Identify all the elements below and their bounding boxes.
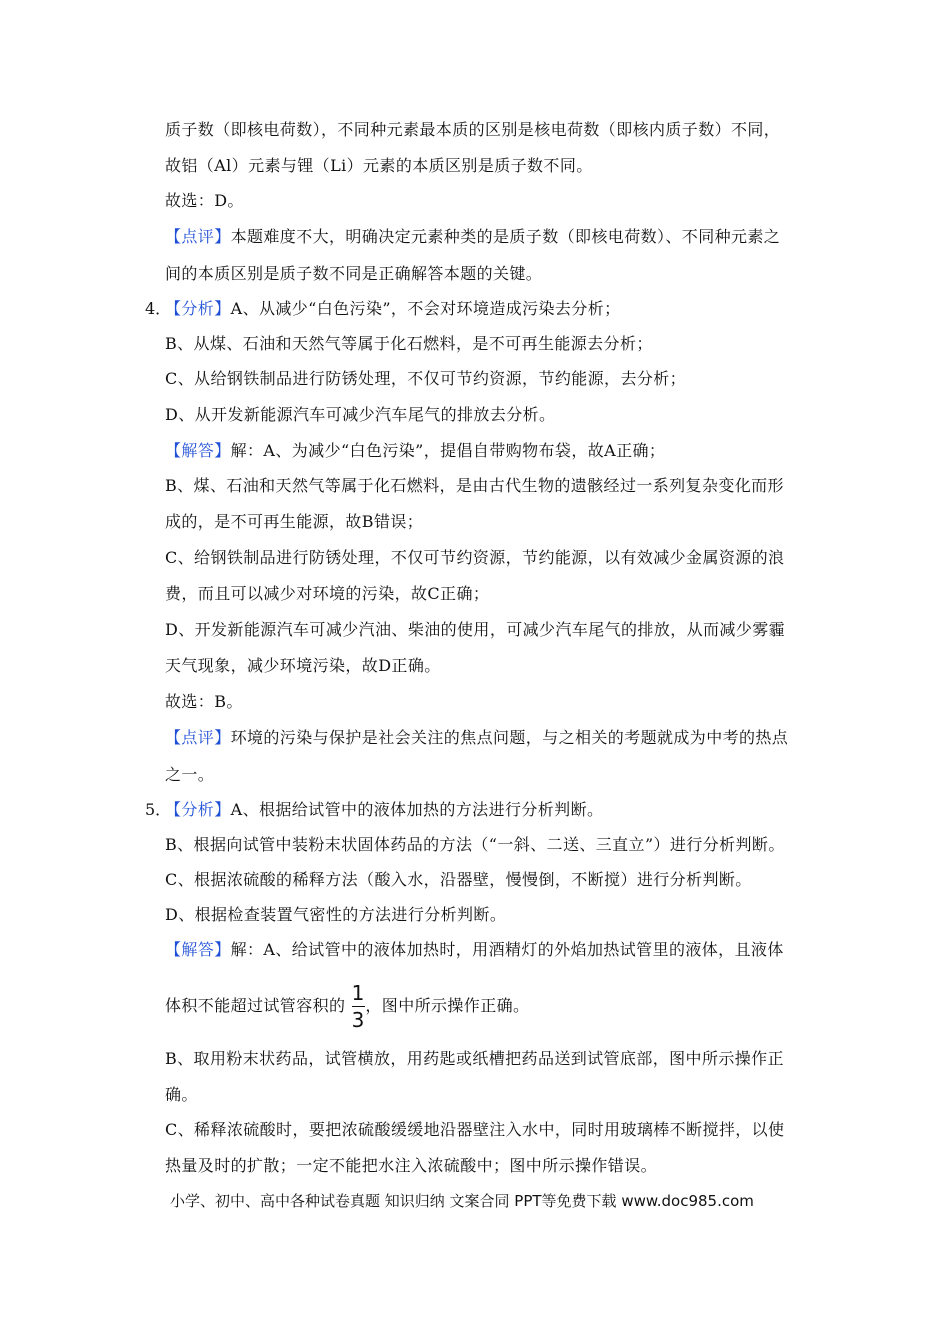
text-line: 费，而且可以减少对环境的污染，故C正确； [165,584,490,603]
fraction-numerator: 1 [351,981,365,1005]
fraction-denominator: 3 [351,1008,365,1032]
text-line: B、取用粉末状药品，试管横放，用药匙或纸槽把药品送到试管底部，图中所示操作正 [165,1049,784,1068]
text-line: B、煤、石油和天然气等属于化石燃料，是由古代生物的遗骸经过一系列复杂变化而形 [165,476,784,495]
answer-line [165,940,784,960]
text-line: 确。 [165,1085,198,1104]
text-line: 成的，是不可再生能源，故B错误； [165,512,424,531]
text-line: B、根据向试管中装粉末状固体药品的方法（“一斜、二送、三直立”）进行分析判断。 [165,835,785,854]
text-line: 故铝（Al）元素与锂（Li）元素的本质区别是质子数不同。 [165,156,593,175]
answer-tag: 【解答】 [165,940,231,959]
text-span: 解：A、为减少“白色污染”，提倡自带购物布袋，故A正确； [230,441,666,460]
comment-line [165,227,780,247]
text-span: 环境的污染与保护是社会关注的焦点问题，与之相关的考题就成为中考的热点 [230,728,789,747]
text-line: 间的本质区别是质子数不同是正确解答本题的关键。 [165,264,543,283]
text-span: A、从减少“白色污染”，不会对环境造成污染去分析； [230,299,621,318]
text-span: 体积不能超过试管容积的 [165,996,346,1015]
text-line: 故选：D。 [165,191,244,210]
analysis-line [165,299,621,319]
text-line: C、给钢铁制品进行防锈处理，不仅可节约资源，节约能源，以有效减少金属资源的浪 [165,548,785,567]
text-line: 天气现象，减少环境污染，故D正确。 [165,656,441,675]
text-line: C、根据浓硫酸的稀释方法（酸入水，沿器壁，慢慢倒，不断搅）进行分析判断。 [165,870,752,889]
text-span: 本题难度不大，明确决定元素种类的是质子数（即核电荷数）、不同种元素之 [230,227,781,246]
text-span: A、根据给试管中的液体加热的方法进行分析判断。 [230,800,604,819]
analysis-tag: 【分析】 [165,299,231,318]
text-span: 解：A、给试管中的液体加热时，用酒精灯的外焰加热试管里的液体，且液体 [230,940,784,959]
text-line: 热量及时的扩散；一定不能把水注入浓硫酸中；图中所示操作错误。 [165,1156,658,1175]
answer-tag: 【解答】 [165,441,231,460]
analysis-tag: 【分析】 [165,800,231,819]
answer-line [165,441,665,461]
comment-tag: 【点评】 [165,227,231,246]
text-line: C、稀释浓硫酸时，要把浓硫酸缓缓地沿器壁注入水中，同时用玻璃棒不断搅拌，以使 [165,1120,785,1139]
page-footer: 小学、初中、高中各种试卷真题 知识归纳 文案合同 PPT等免费下载 www.doc985.com [170,1192,754,1210]
text-line-with-fraction [165,996,529,1016]
text-line: D、从开发新能源汽车可减少汽车尾气的排放去分析。 [165,405,556,424]
text-line: 质子数（即核电荷数），不同种元素最本质的区别是核电荷数（即核内质子数）不同， [165,120,781,139]
comment-line [165,728,788,748]
text-line: 故选：B。 [165,692,243,711]
text-line: D、开发新能源汽车可减少汽油、柴油的使用，可减少汽车尾气的排放，从而减少雾霾 [165,620,786,639]
question-number: 5． [145,800,172,819]
fraction-bar [352,1006,365,1007]
text-line: C、从给钢铁制品进行防锈处理，不仅可节约资源，节约能源，去分析； [165,369,687,388]
comment-tag: 【点评】 [165,728,231,747]
text-span: ，图中所示操作正确。 [365,996,530,1015]
analysis-line [165,800,603,820]
text-line: D、根据检查装置气密性的方法进行分析判断。 [165,905,507,924]
text-line: B、从煤、石油和天然气等属于化石燃料，是不可再生能源去分析； [165,334,653,353]
text-line: 之一。 [165,765,215,784]
question-number: 4． [145,299,172,318]
